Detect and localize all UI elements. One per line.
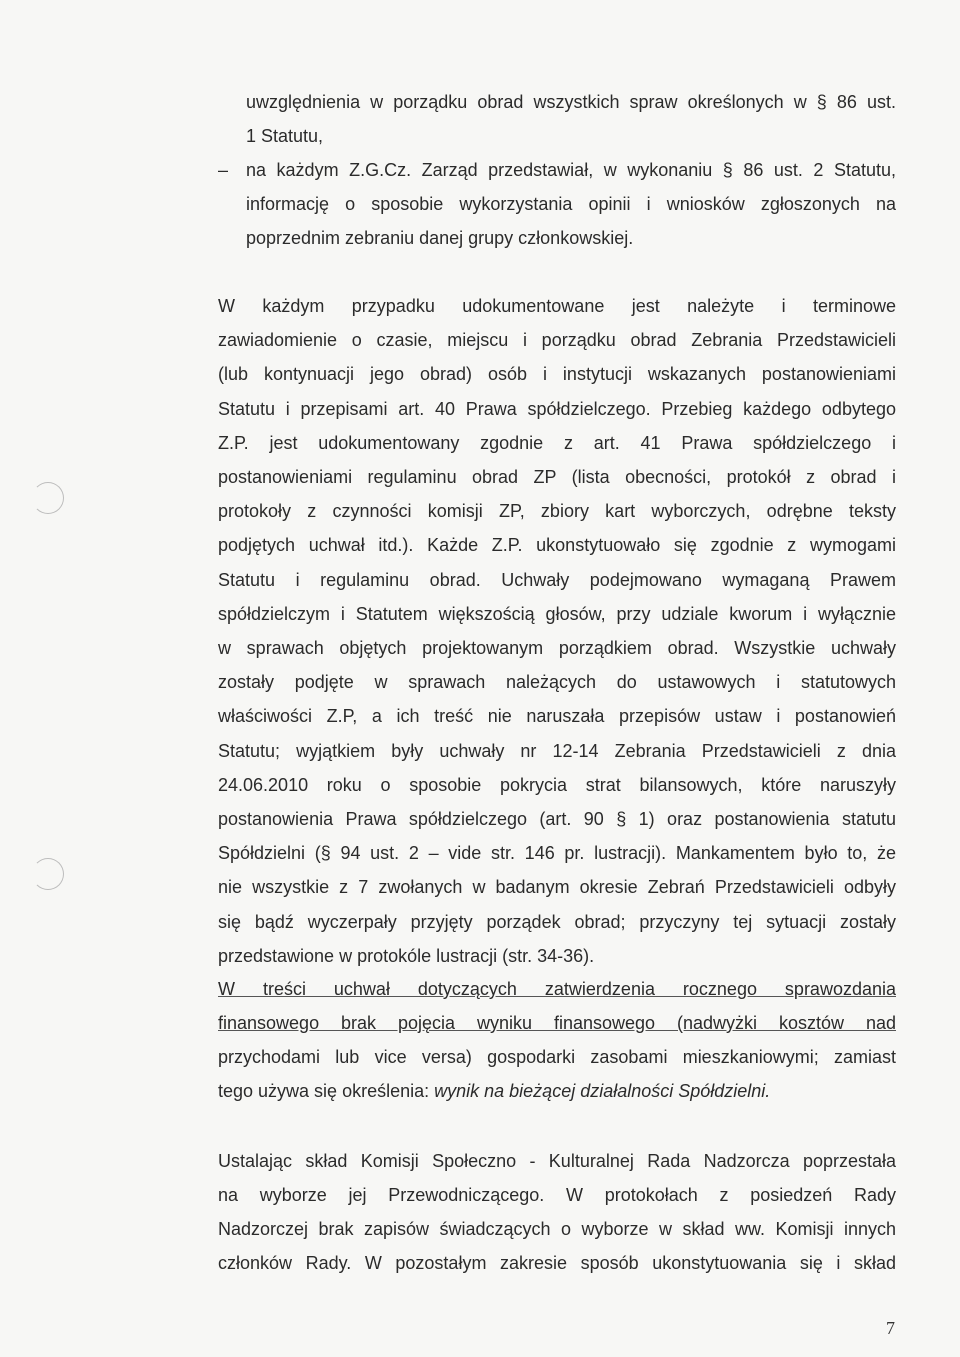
paragraph-1-line-16: postanowienia Prawa spółdzielczego (art. 90 § 1) oraz postanowienia statutu xyxy=(218,809,896,829)
paragraph-1-line-6: postanowieniami regulaminu obrad ZP (lista obecności, protokół z obrad i xyxy=(218,467,896,487)
list-item-2-line-2: informację o sposobie wykorzystania opinii i wniosków zgłoszonych na xyxy=(246,194,896,214)
paragraph-1-line-7: protokoły z czynności komisji ZP, zbiory kart wyborczych, odrębne teksty xyxy=(218,501,896,521)
paragraph-1-line-15: 24.06.2010 roku o sposobie pokrycia strat bilansowych, które naruszyły xyxy=(218,775,896,795)
paragraph-3-line-2: na wyborze jej Przewodniczącego. W protokołach z posiedzeń Rady xyxy=(218,1185,896,1205)
paragraph-3-line-3: Nadzorczej brak zapisów świadczących o wyborze w skład ww. Komisji innych xyxy=(218,1219,896,1239)
list-item-1-line-2: 1 Statutu, xyxy=(246,126,324,146)
paragraph-1-line-3: (lub kontynuacji jego obrad) osób i instytucji wskazanych postanowieniami xyxy=(218,364,896,384)
paragraph-1-line-19: się bądź wyczerpały przyjęty porządek obrad; przyczyny tej sytuacji zostały xyxy=(218,912,896,932)
paragraph-1-line-2: zawiadomienie o czasie, miejscu i porządku obrad Zebrania Przedstawicieli xyxy=(218,330,896,350)
list-item-2-line-1: na każdym Z.G.Cz. Zarząd przedstawiał, w wykonaniu § 86 ust. 2 Statutu, xyxy=(246,160,896,180)
paragraph-2-line-2: finansowego brak pojęcia wyniku finansowego (nadwyżki kosztów nad xyxy=(218,1013,896,1033)
paragraph-1-line-4: Statutu i przepisami art. 40 Prawa spółdzielczego. Przebieg każdego odbytego xyxy=(218,399,896,419)
paragraph-1-line-1: W każdym przypadku udokumentowane jest należyte i terminowe xyxy=(218,296,896,316)
paragraph-2-line-4 xyxy=(218,1080,770,1102)
list-item-1-line-1: uwzględnienia w porządku obrad wszystkich spraw określonych w § 86 ust. xyxy=(246,92,896,112)
punch-hole-lower xyxy=(32,858,64,890)
paragraph-3-line-4: członków Rady. W pozostałym zakresie sposób ukonstytuowania się i skład xyxy=(218,1253,896,1273)
paragraph-1-line-9: Statutu i regulaminu obrad. Uchwały podejmowano wymaganą Prawem xyxy=(218,570,896,590)
paragraph-1-line-18: nie wszystkie z 7 zwołanych w badanym okresie Zebrań Przedstawicieli odbyły xyxy=(218,877,896,897)
list-dash: – xyxy=(218,160,229,180)
paragraph-1-line-20: przedstawione w protokóle lustracji (str. 34-36). xyxy=(218,946,595,966)
paragraph-1-line-17: Spółdzielni (§ 94 ust. 2 – vide str. 146 pr. lustracji). Mankamentem było to, że xyxy=(218,843,896,863)
paragraph-2-line-1: W treści uchwał dotyczących zatwierdzenia rocznego sprawozdania xyxy=(218,979,896,999)
paragraph-2-line-4-text: tego używa się określenia: xyxy=(218,1081,435,1101)
page-number: 7 xyxy=(886,1318,895,1338)
paragraph-1-line-14: Statutu; wyjątkiem były uchwały nr 12-14 Zebrania Przedstawicieli z dnia xyxy=(218,741,896,761)
paragraph-1-line-11: w sprawach objętych projektowanym porządkiem obrad. Wszystkie uchwały xyxy=(218,638,896,658)
paragraph-2-line-3: przychodami lub vice versa) gospodarki zasobami mieszkaniowymi; zamiast xyxy=(218,1047,896,1067)
paragraph-1-line-12: zostały podjęte w sprawach należących do ustawowych i statutowych xyxy=(218,672,896,692)
paragraph-1-line-5: Z.P. jest udokumentowany zgodnie z art. 41 Prawa spółdzielczego i xyxy=(218,433,896,453)
punch-hole-upper xyxy=(32,482,64,514)
paragraph-1-line-10: spółdzielczym i Statutem większością głosów, przy udziale kworum i wyłącznie xyxy=(218,604,896,624)
paragraph-1-line-8: podjętych uchwał itd.). Każde Z.P. ukonstytuowało się zgodnie z wymogami xyxy=(218,535,896,555)
paragraph-3-line-1: Ustalając skład Komisji Społeczno - Kulturalnej Rada Nadzorcza poprzestała xyxy=(218,1151,896,1171)
paragraph-1-line-13: właściwości Z.P, a ich treść nie naruszała przepisów ustaw i postanowień xyxy=(218,706,896,726)
paragraph-2-italic-phrase: wynik na bieżącej działalności Spółdzielni. xyxy=(434,1081,771,1101)
list-item-2-line-3: poprzednim zebraniu danej grupy członkowskiej. xyxy=(246,228,634,248)
